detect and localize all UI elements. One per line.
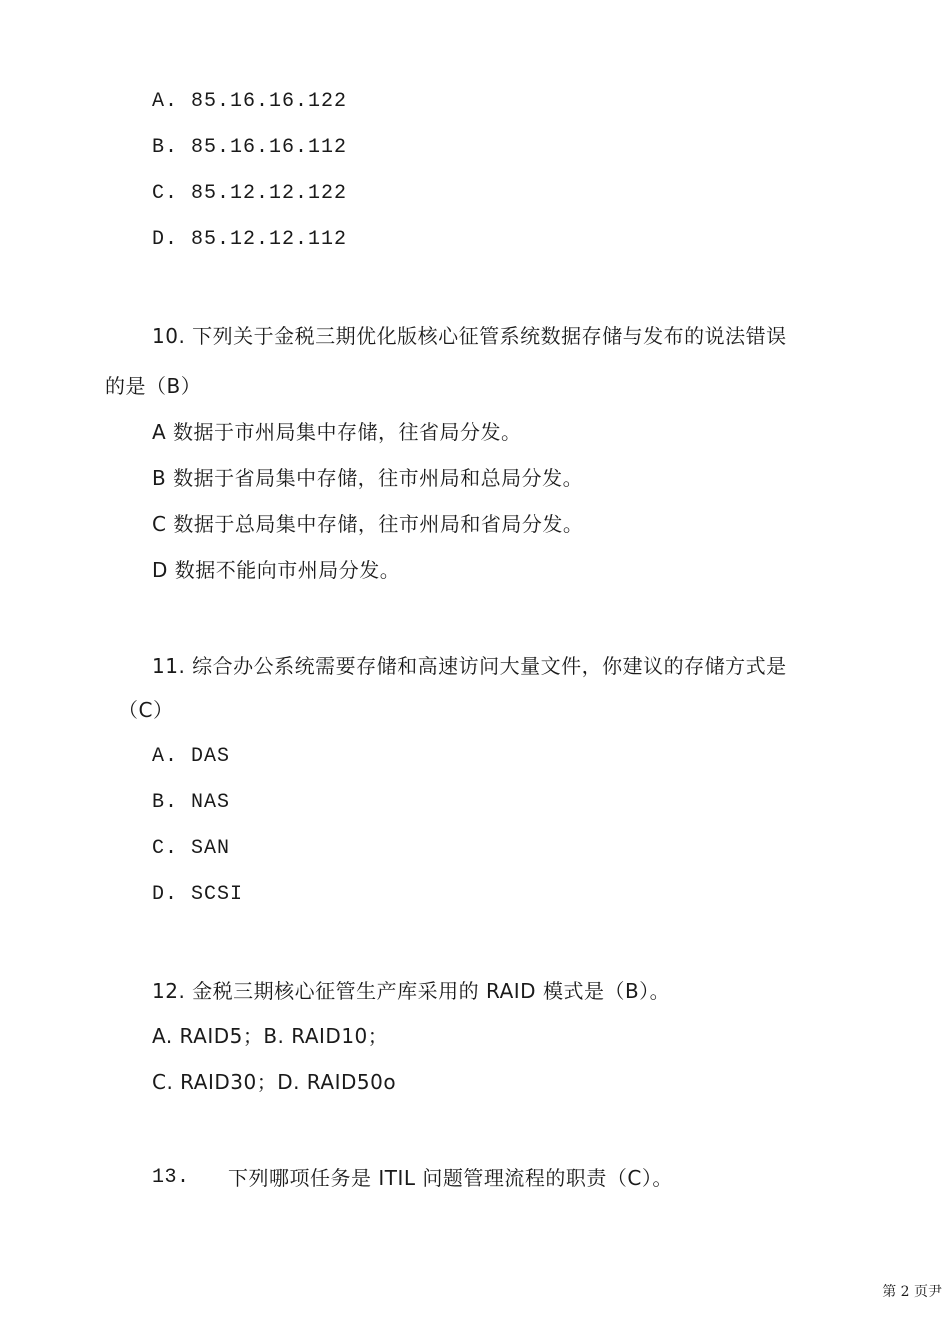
question-10-stem: 10. 下列关于金税三期优化版核心征管系统数据存储与发布的说法错误 bbox=[152, 324, 787, 348]
question-12-options-row-1: A. RAID5；B. RAID10； bbox=[152, 1024, 389, 1048]
option-a: A 数据于市州局集中存储，往省局分发。 bbox=[152, 420, 522, 444]
option-c: C 数据于总局集中存储，往市州局和省局分发。 bbox=[152, 512, 584, 536]
option-d: D 数据不能向市州局分发。 bbox=[152, 558, 401, 582]
option-d: D. 85.12.12.112 bbox=[152, 228, 348, 251]
page-number: 第 2 页尹 bbox=[882, 1284, 942, 1300]
option-c: C. SAN bbox=[152, 837, 231, 860]
question-11-stem: 11. 综合办公系统需要存储和高速访问大量文件，你建议的存储方式是 bbox=[152, 654, 787, 678]
question-13-number: 13. bbox=[152, 1166, 190, 1189]
option-c: C. 85.12.12.122 bbox=[152, 182, 348, 205]
question-12-options-row-2: C. RAID30；D. RAID50o bbox=[152, 1070, 397, 1094]
option-b: B. 85.16.16.112 bbox=[152, 136, 348, 159]
option-a: A. DAS bbox=[152, 745, 231, 768]
question-13-stem: 下列哪项任务是 ITIL 问题管理流程的职责（C）。 bbox=[228, 1166, 673, 1190]
question-10-stem-continued: 的是（B） bbox=[105, 374, 202, 398]
option-b: B. NAS bbox=[152, 791, 231, 814]
question-11-stem-continued: （C） bbox=[118, 698, 174, 722]
question-12-stem: 12. 金税三期核心征管生产库采用的 RAID 模式是（B）。 bbox=[152, 979, 671, 1003]
option-a: A. 85.16.16.122 bbox=[152, 90, 348, 113]
option-d: D. SCSI bbox=[152, 883, 244, 906]
option-b: B 数据于省局集中存储，往市州局和总局分发。 bbox=[152, 466, 584, 490]
